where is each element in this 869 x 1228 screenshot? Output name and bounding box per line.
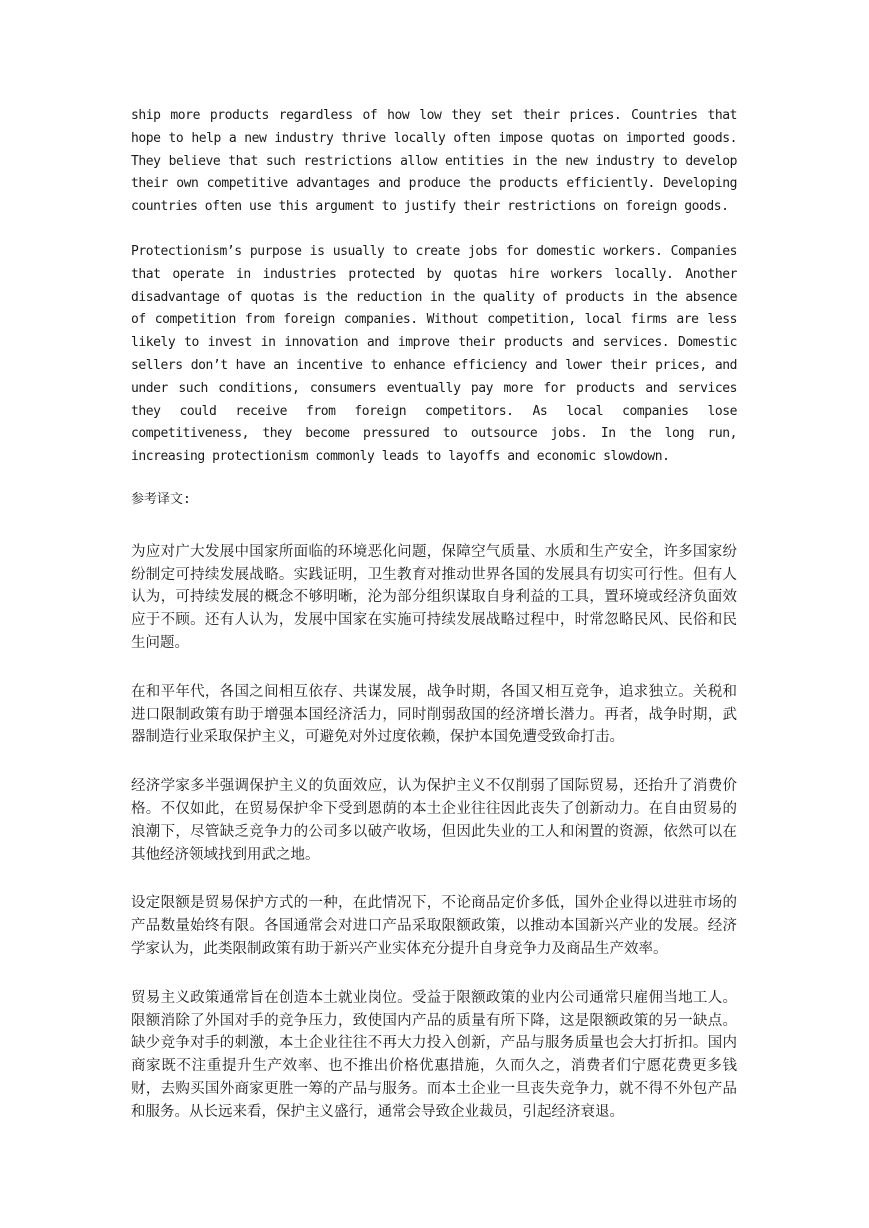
chinese-paragraph-2: 在和平年代，各国之间相互依存、共谋发展，战争时期，各国又相互竞争，追求独立。关税和进口限制政策有助于增强本国经济活力，同时削弱敌国的经济增长潜力。再者，战争时期，武器制造行业采取保护主义，可避免对外过度依赖，保护本国免遭受致命打击。 — [131, 683, 737, 746]
chinese-paragraph-1: 为应对广大发展中国家所面临的环境恶化问题，保障空气质量、水质和生产安全，许多国家纷纷制定可持续发展战略。实践证明，卫生教育对推动世界各国的发展具有切实可行性。但有人认为，可持续发展的概念不够明晰，沦为部分组织谋取自身利益的工具，置环境或经济负面效应于不顾。还有人认为，发展中国家在实施可持续发展战略过程中，时常忽略民风、民俗和民生问题。 — [131, 543, 737, 651]
chinese-paragraph-5: 贸易主义政策通常旨在创造本土就业岗位。受益于限额政策的业内公司通常只雇佣当地工人。限额消除了外国对手的竞争压力，致使国内产品的质量有所下降，这是限额政策的另一缺点。缺少竞争对手的刺激，本土企业往往不再大力投入创新，产品与服务质量也会大打折扣。国内商家既不注重提升生产效率、也不推出价格优惠措施，久而久之，消费者们宁愿花费更多钱财，去购买国外商家更胜一筹的产品与服务。而本土企业一旦丧失竞争力，就不得不外包产品和服务。从长远来看，保护主义盛行，通常会导致企业裁员，引起经济衰退。 — [131, 989, 737, 1120]
chinese-paragraph-3: 经济学家多半强调保护主义的负面效应，认为保护主义不仅削弱了国际贸易，还抬升了消费价格。不仅如此，在贸易保护伞下受到恩荫的本土企业往往因此丧失了创新动力。在自由贸易的浪潮下，尽管缺乏竞争力的公司多以破产收场，但因此失业的工人和闲置的资源，依然可以在其他经济领域找到用武之地。 — [131, 778, 737, 863]
chinese-paragraph-4: 设定限额是贸易保护方式的一种，在此情况下，不论商品定价多低，国外企业得以进驻市场的产品数量始终有限。各国通常会对进口产品采取限额政策，以推动本国新兴产业的发展。经济学家认为，此类限制政策有助于新兴产业实体充分提升自身竞争力及商品生产效率。 — [131, 895, 737, 957]
document-page — [131, 105, 737, 1123]
english-paragraph-2: Protectionism’s purpose is usually to create jobs for domestic workers. Companies that operate in industries protected by quotas hire workers locally. Another disadvantage of quotas is the reduction in the quality of products in the absence of competition from foreign companies. Without competition, local firms are less likely to invest in innovation and improve their products and services. Domestic sellers don’t have an incentive to enhance efficiency and lower their prices, and under such conditions, consumers eventually pay more for products and services they could receive from foreign competitors. As local companies lose competitiveness, they become pressured to outsource jobs. In the long run, increasing protectionism commonly leads to layoffs and economic slowdown. — [131, 243, 737, 465]
translation-label: 参考译文: — [131, 491, 191, 507]
english-paragraph-1: ship more products regardless of how low they set their prices. Countries that hope to help a new industry thrive locally often impose quotas on imported goods. They believe that such restrictions allow entities in the new industry to develop their own competitive advantages and produce the products efficiently. Developing countries often use this argument to justify their restrictions on foreign goods. — [131, 108, 737, 215]
